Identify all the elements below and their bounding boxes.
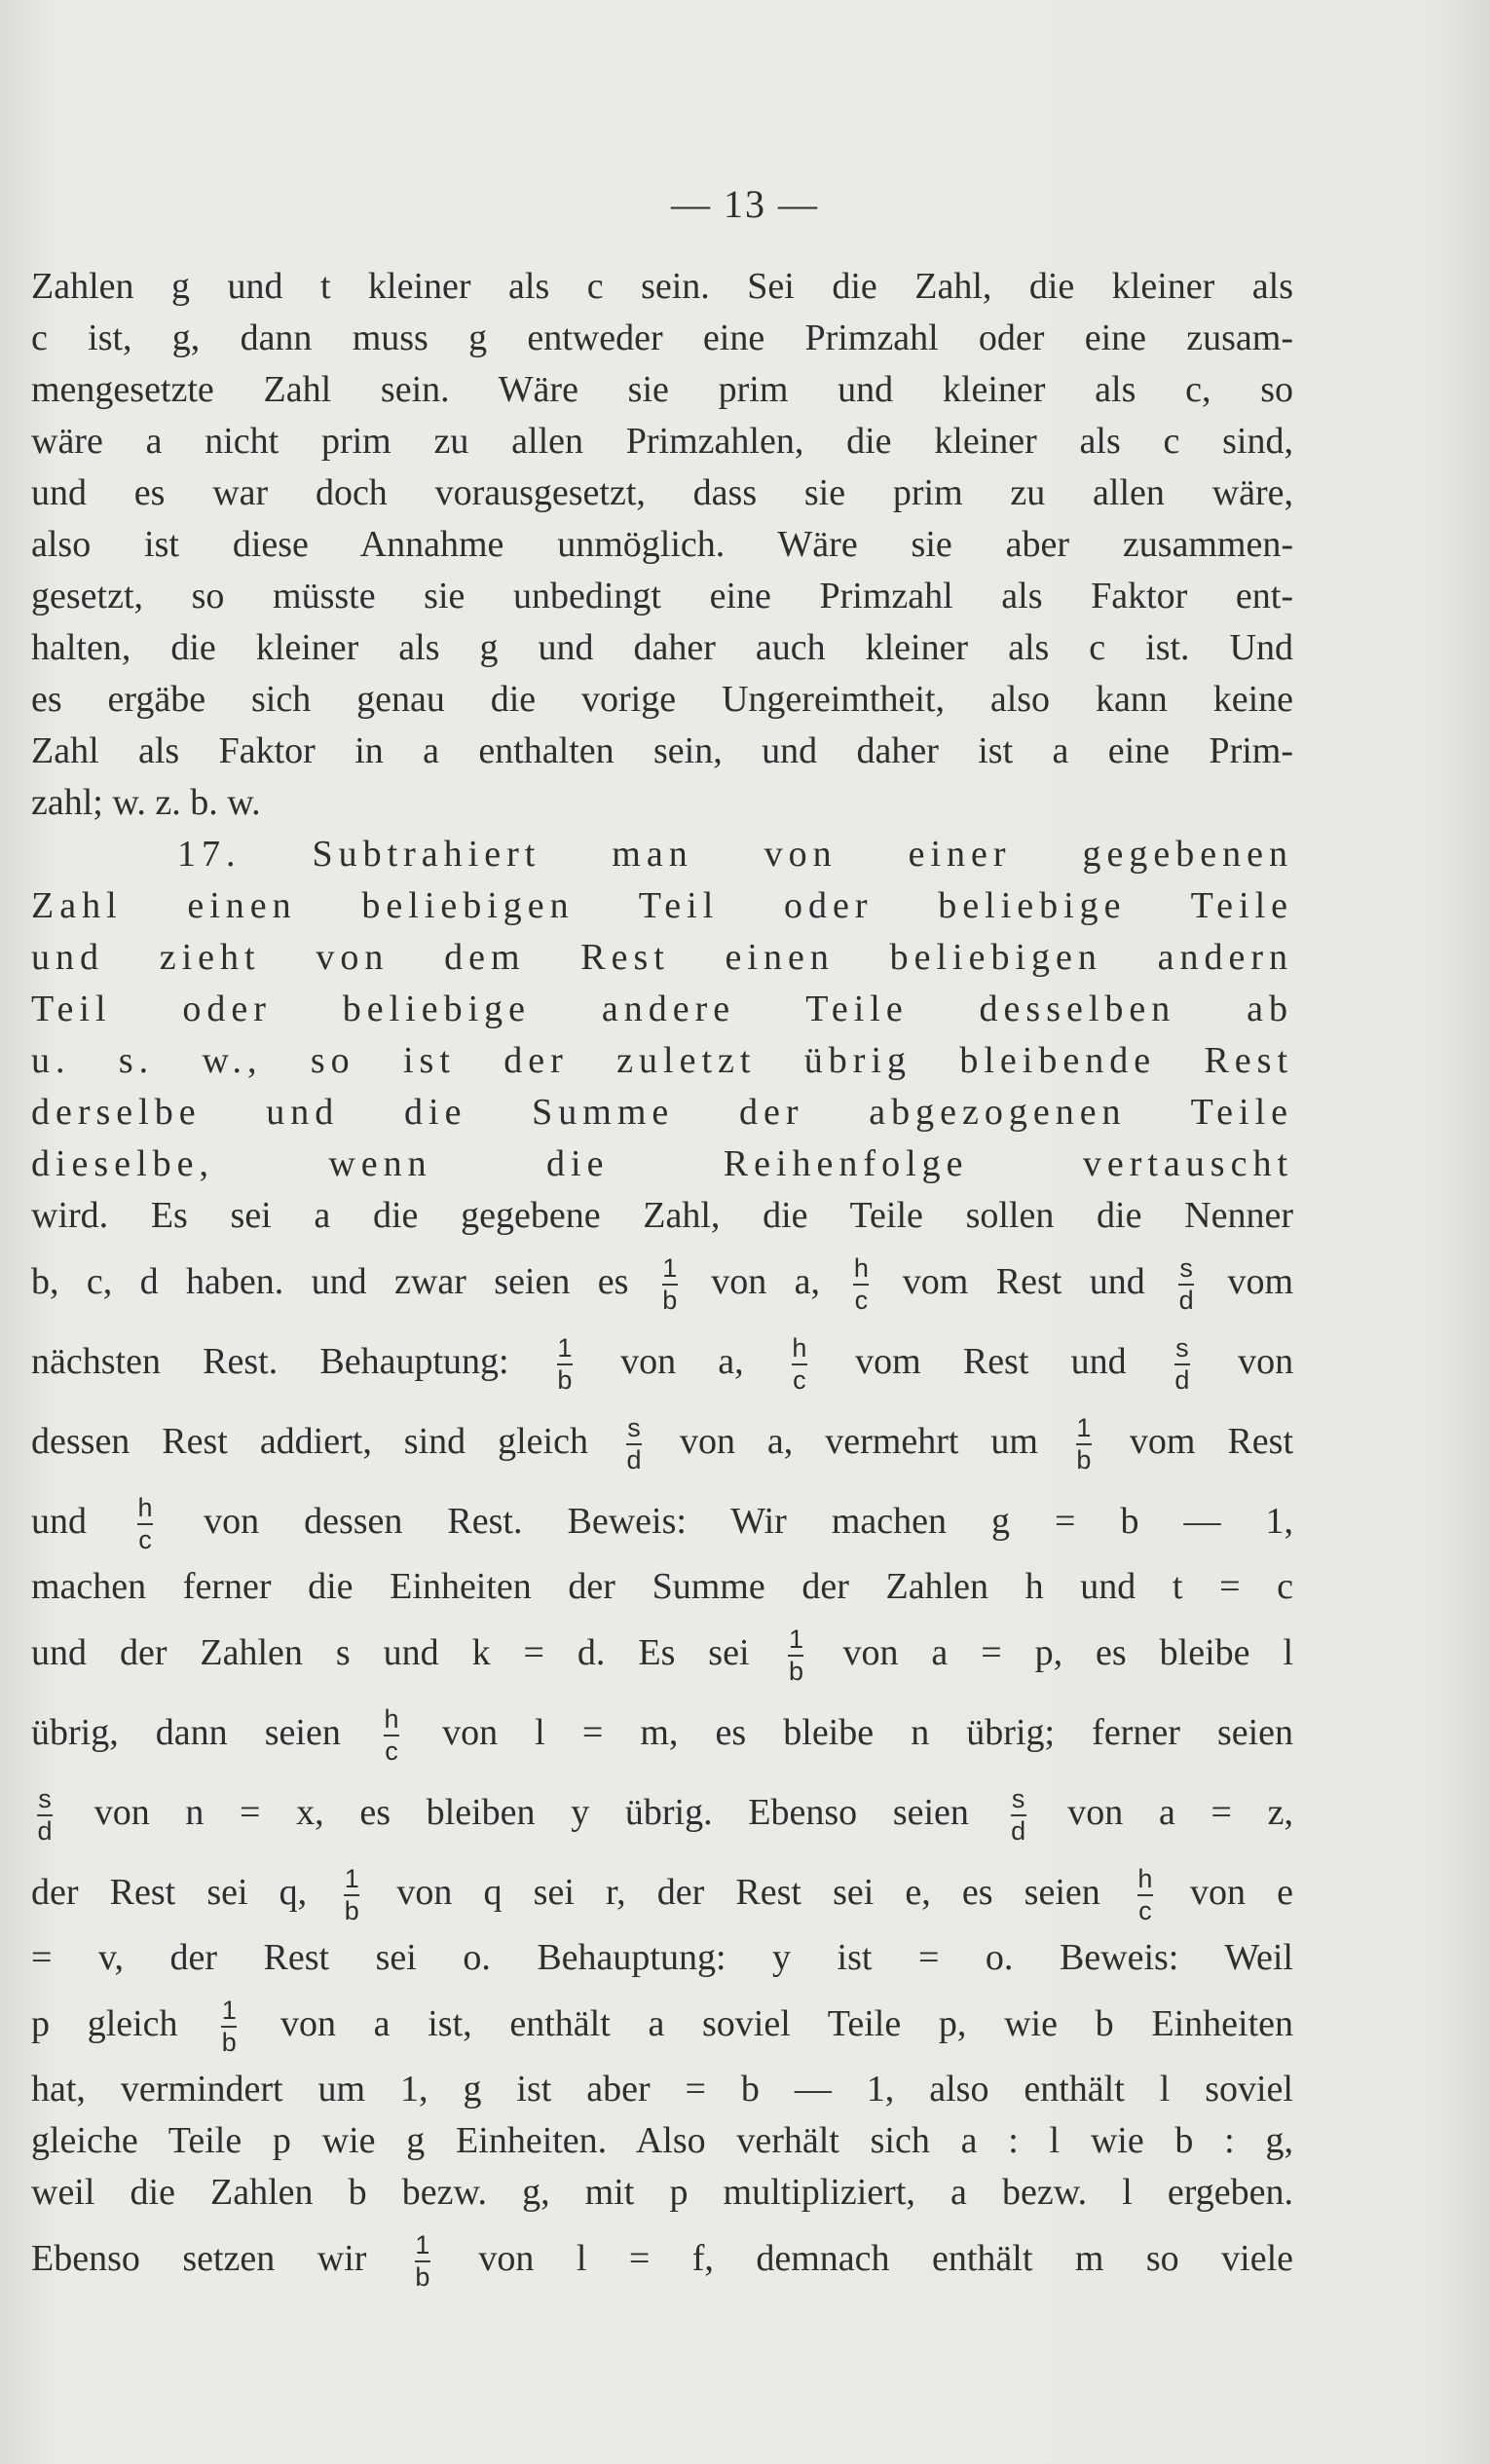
fraction [1137, 1865, 1153, 1925]
fraction [221, 1997, 237, 2057]
text-segment: von a = p, es bleibe l [842, 1632, 1294, 1673]
text-line-with-fractions [31, 1613, 1293, 1693]
fraction [1174, 1334, 1190, 1395]
text-line: wäre a nicht prim zu allen Primzahlen, die kleiner als c sind, [31, 421, 1293, 462]
fraction-numerator: s [1175, 1333, 1189, 1363]
text-line: Zahl als Faktor in a enthalten sein, und daher ist a eine Prim- [31, 730, 1293, 771]
page-number: — 13 — [671, 182, 819, 226]
fraction [344, 1865, 359, 1925]
fraction-denominator: b [788, 1657, 803, 1687]
text-line: zahl; w. z. b. w. [31, 782, 261, 823]
fraction-denominator: c [793, 1365, 806, 1396]
section-heading-text: 17. Subtrahiert man von einer gegebenen [177, 834, 1293, 875]
text-line-with-fractions [31, 1773, 1293, 1852]
text-segment: von a, [620, 1341, 744, 1382]
fraction-denominator: d [1174, 1365, 1190, 1396]
emphasized-line: Teil oder beliebige andere Teile desselben ab [31, 989, 1293, 1029]
text-segment: von e [1190, 1872, 1294, 1913]
fraction-numerator: 1 [1076, 1413, 1092, 1443]
text-segment: vom [1227, 1261, 1294, 1302]
fraction-numerator: h [792, 1333, 807, 1363]
text-line-with-fractions [31, 1322, 1293, 1401]
text-segment: nächsten Rest. Behauptung: [31, 1341, 509, 1382]
fraction-numerator: s [1011, 1784, 1025, 1814]
text-segment: vom Rest und [902, 1261, 1145, 1302]
fraction-numerator: s [627, 1413, 641, 1443]
fraction-denominator: b [221, 2028, 237, 2058]
fraction-denominator: c [385, 1736, 398, 1767]
body-text [31, 261, 1293, 2298]
fraction-numerator: s [1179, 1253, 1193, 1284]
text-segment: von l = m, es bleibe n übrig; ferner seien [442, 1712, 1294, 1753]
fraction [788, 1625, 803, 1686]
fraction [557, 1334, 573, 1395]
fraction-denominator: b [415, 2262, 430, 2293]
fraction-numerator: h [1137, 1864, 1153, 1894]
text-line: und es war doch vorausgesetzt, dass sie prim zu allen wäre, [31, 472, 1293, 513]
fraction-denominator: d [37, 1816, 53, 1847]
text-segment: von a ist, enthält a soviel Teile p, wie b Einheiten [279, 2003, 1294, 2044]
fraction [792, 1334, 807, 1395]
fraction [1011, 1785, 1026, 1846]
text-line: hat, vermindert um 1, g ist aber = b — 1, also enthält l soviel [31, 2069, 1293, 2109]
emphasized-line: und zieht von dem Rest einen beliebigen andern [31, 937, 1293, 978]
text-segment: von a, [711, 1261, 820, 1302]
fraction-denominator: c [1138, 1896, 1152, 1926]
fraction-numerator: 1 [221, 1996, 237, 2026]
text-line: weil die Zahlen b bezw. g, mit p multipliziert, a bezw. l ergeben. [31, 2172, 1293, 2213]
fraction [384, 1705, 399, 1766]
fraction-denominator: b [1076, 1445, 1092, 1475]
fraction-numerator: 1 [788, 1624, 803, 1655]
text-line-with-fractions [31, 2219, 1293, 2298]
fraction-denominator: b [557, 1365, 573, 1396]
text-line: = v, der Rest sei o. Behauptung: y ist = o. Beweis: Weil [31, 1937, 1293, 1978]
fraction-numerator: 1 [662, 1253, 678, 1284]
text-segment: vom Rest [1129, 1421, 1294, 1462]
text-segment: vom Rest und [855, 1341, 1127, 1382]
text-segment: von l = f, demnach enthält m so viele [478, 2238, 1293, 2279]
emphasized-line: u. s. w., so ist der zuletzt übrig bleibende Rest [31, 1040, 1293, 1081]
text-line-with-fractions [31, 1401, 1293, 1481]
fraction-denominator: c [854, 1286, 869, 1316]
fraction-numerator: 1 [557, 1333, 573, 1363]
text-line: c ist, g, dann muss g entweder eine Primzahl oder eine zusam- [31, 317, 1293, 358]
fraction-numerator: 1 [415, 2230, 430, 2260]
emphasized-line: Zahl einen beliebigen Teil oder beliebige Teile [31, 885, 1293, 926]
fraction-numerator: 1 [344, 1864, 359, 1894]
fraction-numerator: h [384, 1704, 399, 1735]
text-line: halten, die kleiner als g und daher auch kleiner als c ist. Und [31, 627, 1293, 668]
text-segment: und [31, 1501, 87, 1542]
emphasized-line: derselbe und die Summe der abgezogenen Teile [31, 1092, 1293, 1133]
text-segment: Ebenso setzen wir [31, 2238, 367, 2279]
fraction [415, 2231, 430, 2292]
fraction [37, 1785, 53, 1846]
text-segment: dessen Rest addiert, sind gleich [31, 1421, 588, 1462]
fraction-numerator: h [853, 1253, 869, 1284]
fraction [1076, 1414, 1092, 1475]
fraction [662, 1254, 678, 1315]
fraction [137, 1494, 153, 1554]
fraction-denominator: d [1178, 1286, 1194, 1316]
fraction-denominator: d [1011, 1816, 1026, 1847]
text-line-with-fractions [31, 1852, 1293, 1932]
fraction [853, 1254, 869, 1315]
text-line-with-fractions [31, 1693, 1293, 1773]
text-line: mengesetzte Zahl sein. Wäre sie prim und kleiner als c, so [31, 369, 1293, 410]
text-segment: von q sei r, der Rest sei e, es seien [396, 1872, 1100, 1913]
fraction [626, 1414, 642, 1475]
text-segment: der Rest sei q, [31, 1872, 308, 1913]
text-segment: von a = z, [1067, 1792, 1294, 1833]
emphasized-line: dieselbe, wenn die Reihenfolge vertauscht [31, 1143, 1293, 1184]
text-line-with-fractions [31, 1481, 1293, 1561]
fraction [1178, 1254, 1194, 1315]
fraction-denominator: b [662, 1286, 678, 1316]
text-line-with-fractions [31, 1242, 1293, 1322]
fraction-denominator: d [626, 1445, 642, 1475]
text-line: wird. Es sei a die gegebene Zahl, die Teile sollen die Nenner [31, 1195, 1293, 1236]
text-segment: übrig, dann seien [31, 1712, 341, 1753]
fraction-numerator: s [38, 1784, 52, 1814]
fraction-denominator: b [344, 1896, 359, 1926]
text-segment: und der Zahlen s und k = d. Es sei [31, 1632, 750, 1673]
text-line: es ergäbe sich genau die vorige Ungereimtheit, also kann keine [31, 679, 1293, 720]
text-segment: von [1238, 1341, 1294, 1382]
text-line: gesetzt, so müsste sie unbedingt eine Primzahl als Faktor ent- [31, 576, 1293, 616]
section-heading-line [31, 829, 1293, 880]
text-line: gleiche Teile p wie g Einheiten. Also verhält sich a : l wie b : g, [31, 2120, 1293, 2161]
fraction-numerator: h [137, 1493, 153, 1523]
text-segment: p gleich [31, 2003, 178, 2044]
text-segment: von a, vermehrt um [679, 1421, 1038, 1462]
text-segment: b, c, d haben. und zwar seien es [31, 1261, 629, 1302]
text-segment: von n = x, es bleiben y übrig. Ebenso seien [93, 1792, 969, 1833]
text-line-with-fractions [31, 1984, 1293, 2064]
text-segment: von dessen Rest. Beweis: Wir machen g = b — 1, [204, 1501, 1294, 1542]
text-line: also ist diese Annahme unmöglich. Wäre sie aber zusammen- [31, 524, 1293, 565]
text-line: Zahlen g und t kleiner als c sein. Sei die Zahl, die kleiner als [31, 266, 1293, 307]
fraction-denominator: c [138, 1525, 152, 1555]
text-line: machen ferner die Einheiten der Summe der Zahlen h und t = c [31, 1566, 1293, 1607]
